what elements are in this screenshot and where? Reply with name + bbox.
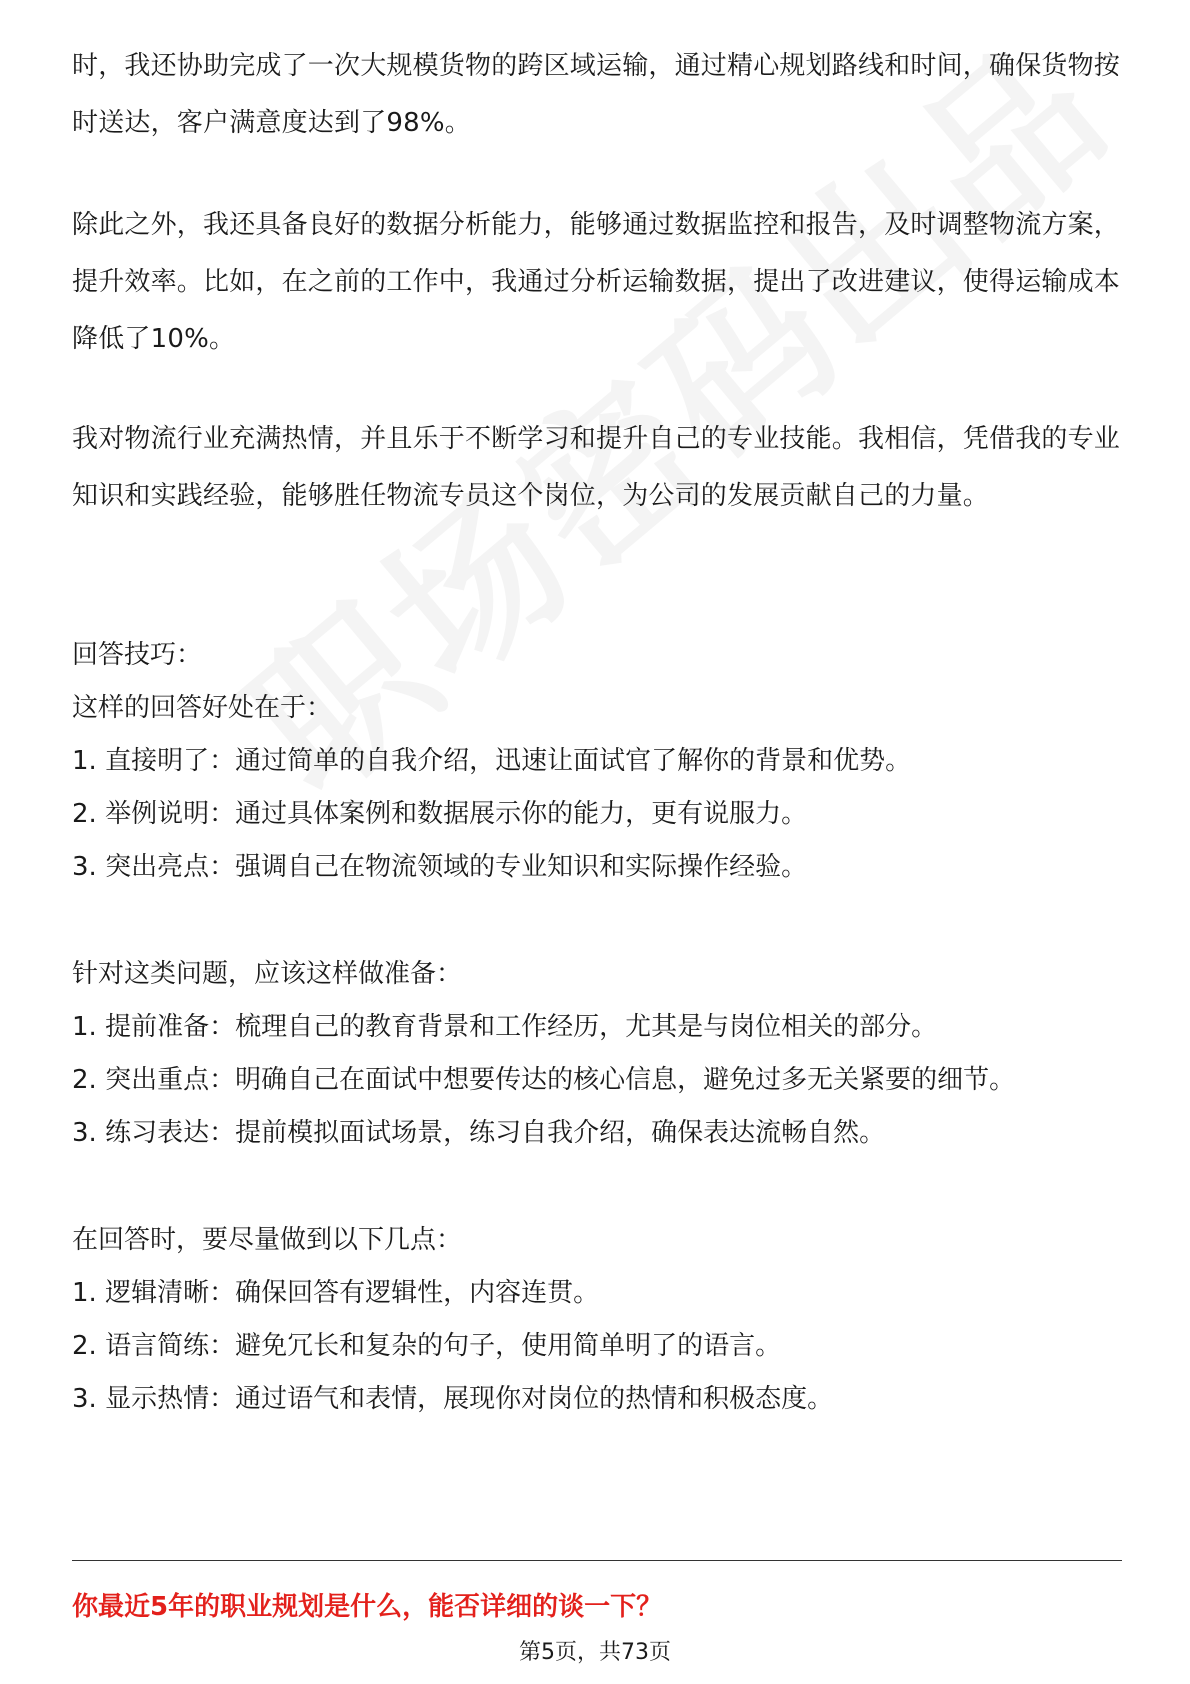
tips-intro: 这样的回答好处在于： <box>72 693 333 723</box>
next-question-heading: 你最近5年的职业规划是什么，能否详细的谈一下？ <box>72 1592 663 1622</box>
tips-item: 3. 突出亮点：强调自己在物流领域的专业知识和实际操作经验。 <box>72 852 808 882</box>
prepare-heading: 针对这类问题，应该这样做准备： <box>72 959 463 989</box>
prepare-item: 3. 练习表达：提前模拟面试场景，练习自我介绍，确保表达流畅自然。 <box>72 1118 886 1148</box>
paragraph-transport: 时，我还协助完成了一次大规模货物的跨区域运输，通过精心规划路线和时间，确保货物按时送达，客户满意度达到了98%。 <box>72 51 1121 138</box>
paragraph-data-analysis: 除此之外，我还具备良好的数据分析能力，能够通过数据监控和报告，及时调整物流方案，提升效率。比如，在之前的工作中，我通过分析运输数据，提出了改进建议，使得运输成本降低了10%。 <box>72 210 1121 354</box>
page-number: 第5页，共73页 <box>519 1640 671 1665</box>
paragraph-passion: 我对物流行业充满热情，并且乐于不断学习和提升自己的专业技能。我相信，凭借我的专业知识和实践经验，能够胜任物流专员这个岗位，为公司的发展贡献自己的力量。 <box>72 424 1121 511</box>
answer-item: 1. 逻辑清晰：确保回答有逻辑性，内容连贯。 <box>72 1278 600 1308</box>
answer-heading: 在回答时，要尽量做到以下几点： <box>72 1225 463 1255</box>
section-divider <box>72 1560 1122 1561</box>
answer-item: 3. 显示热情：通过语气和表情，展现你对岗位的热情和积极态度。 <box>72 1384 834 1414</box>
prepare-item: 2. 突出重点：明确自己在面试中想要传达的核心信息，避免过多无关紧要的细节。 <box>72 1065 1016 1095</box>
answer-item: 2. 语言简练：避免冗长和复杂的句子，使用简单明了的语言。 <box>72 1331 782 1361</box>
prepare-item: 1. 提前准备：梳理自己的教育背景和工作经历，尤其是与岗位相关的部分。 <box>72 1012 938 1042</box>
tips-heading: 回答技巧： <box>72 640 203 670</box>
tips-item: 1. 直接明了：通过简单的自我介绍，迅速让面试官了解你的背景和优势。 <box>72 746 912 776</box>
tips-item: 2. 举例说明：通过具体案例和数据展示你的能力，更有说服力。 <box>72 799 808 829</box>
